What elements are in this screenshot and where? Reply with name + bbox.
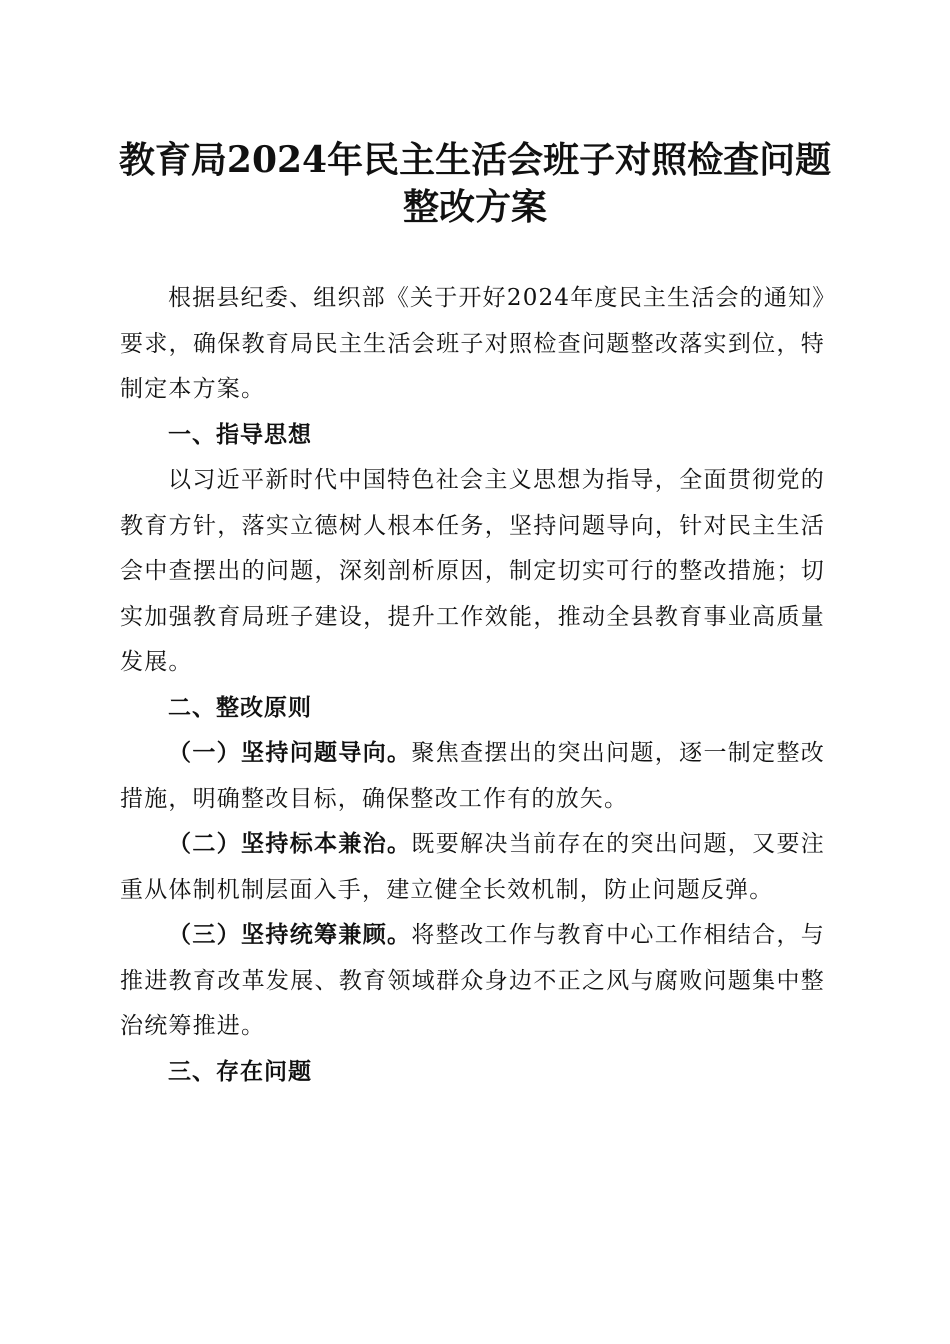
document-title-line-2: 整改方案: [402, 186, 547, 228]
document-title-line-1: 教育局2024年民主生活会班子对照检查问题: [118, 139, 832, 181]
section-heading-principles: 二、整改原则: [168, 694, 312, 721]
section-heading-existing-problems: 三、存在问题: [168, 1058, 312, 1085]
guiding-ideology-paragraph: 以习近平新时代中国特色社会主义思想为指导，全面贯彻党的教育方针，落实立德树人根本任务，坚持问题导向，针对民主生活会中查摆出的问题，深刻剖析原因，制定切实可行的整改措施；切实加强教育局班子建设，提升工作效能，推动全县教育事业高质量发展。: [120, 467, 825, 675]
principle-paragraph-2: [120, 822, 825, 913]
section-heading-guiding-ideology: 一、指导思想: [168, 421, 312, 448]
principle-label-3: （三）坚持统筹兼顾。: [168, 922, 412, 948]
principle-label-2: （二）坚持标本兼治。: [168, 831, 412, 857]
principle-label-1: （一）坚持问题导向。: [168, 740, 412, 766]
intro-paragraph: 根据县纪委、组织部《关于开好2024年度民主生活会的通知》要求，确保教育局民主生活会班子对照检查问题整改落实到位，特制定本方案。: [120, 285, 825, 402]
document-body: [120, 276, 825, 1095]
principle-text-2: 既要解决当前存在的突出问题，又要注重从体制机制层面入手，建立健全长效机制，防止问题反弹。: [120, 831, 826, 903]
principle-text-1: 聚焦查摆出的突出问题，逐一制定整改措施，明确整改目标，确保整改工作有的放矢。: [120, 740, 826, 812]
principle-paragraph-1: [120, 731, 825, 822]
principle-text-3: 将整改工作与教育中心工作相结合，与推进教育改革发展、教育领域群众身边不正之风与腐败问题集中整治统筹推进。: [120, 922, 826, 1039]
principle-paragraph-3: [120, 913, 825, 1050]
